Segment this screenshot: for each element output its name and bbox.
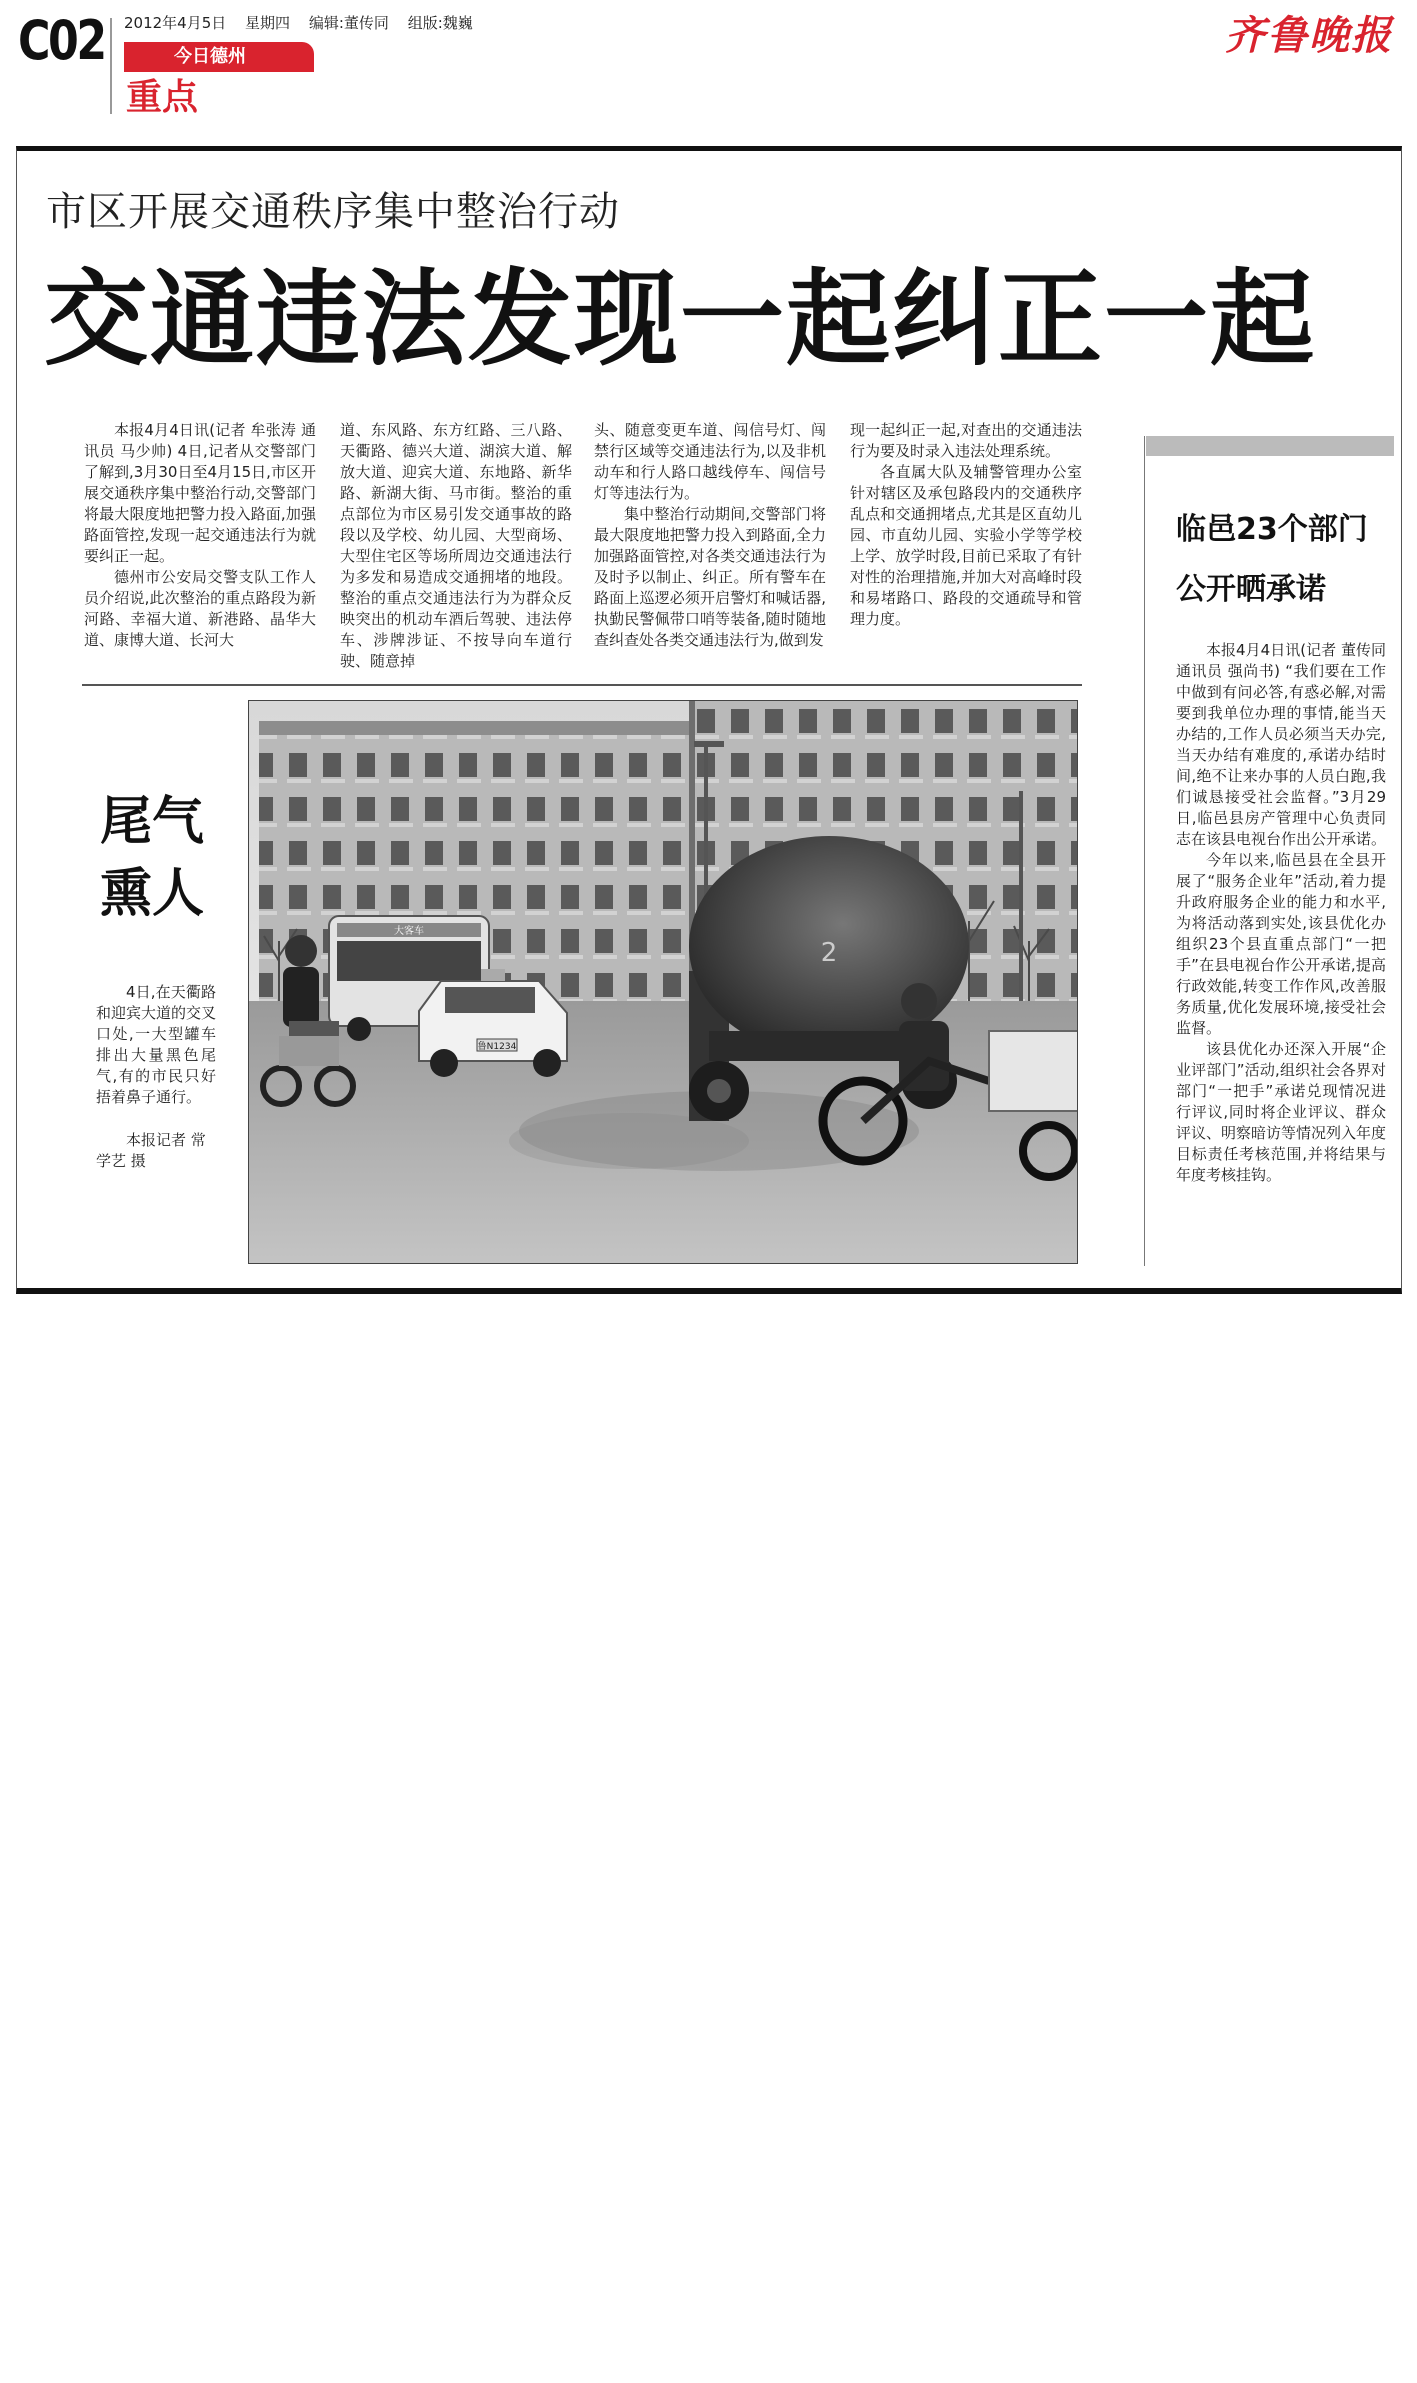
article-divider — [82, 684, 1082, 686]
sidebar-headline — [1176, 500, 1396, 620]
issue-meta — [124, 16, 487, 31]
issue-weekday: 星期四 — [245, 14, 291, 32]
tanker-number: 2 — [820, 938, 838, 968]
caption-title-line-1: 尾气 — [100, 792, 205, 852]
article-column-4 — [850, 420, 1082, 630]
paragraph: 集中整治行动期间,交警部门将最大限度地把警力投入到路面,全力加强路面管控,对各类交通违法行为及时予以制止、纠正。所有警车在路面上巡逻必须开启警灯和喊话器,执勤民警佩带口哨等装备,随时随地查纠查处各类交通违法行为,做到发 — [594, 505, 826, 649]
article-column-3 — [594, 420, 826, 651]
paragraph: 各直属大队及辅警管理办公室针对辖区及承包路段内的交通秩序乱点和交通拥堵点,尤其是区直幼儿园、市直幼儿园、实验小学等学校上学、放学时段,目前已采取了有针对性的治理措施,并加大对高峰时段和易堵路口、路段的交通疏导和管理力度。 — [850, 463, 1082, 628]
bus-sign: 大客车 — [394, 926, 424, 937]
sidebar-header-bar — [1146, 436, 1394, 456]
paragraph: 道、东风路、东方红路、三八路、天衢路、德兴大道、湖滨大道、解放大道、迎宾大道、东地路、新华路、新湖大街、马市街。整治的重点部位为市区易引发交通事故的路段以及学校、幼儿园、大型商场、大型住宅区等场所周边交通违法行为多发和易造成交通拥堵的地段。整治的重点交通违法行为为群众反映突出的机动车酒后驾驶、违法停车、涉牌涉证、不按导向车道行驶、随意掉 — [340, 421, 572, 670]
paragraph: 德州市公安局交警支队工作人员介绍说,此次整治的重点路段为新河路、幸福大道、新港路、晶华大道、康博大道、长河大 — [84, 568, 316, 649]
photo-caption-title — [100, 786, 220, 930]
issue-editor: 编辑:董传同 — [308, 14, 389, 32]
taxi-plate: 鲁N1234 — [477, 1042, 517, 1052]
paragraph: 现一起纠正一起,对查出的交通违法行为要及时录入违法处理系统。 — [850, 421, 1082, 460]
photo-credit: 本报记者 常学艺 摄 — [96, 1131, 206, 1170]
sidebar-headline-line-1: 临邑23个部门 — [1176, 512, 1368, 547]
paragraph: 头、随意变更车道、闯信号灯、闯禁行区域等交通违法行为,以及非机动车和行人路口越线停车、闯信号灯等违法行为。 — [594, 421, 826, 502]
article-headline: 交通违法发现一起纠正一起 — [44, 258, 1317, 380]
paragraph: 今年以来,临邑县在全县开展了“服务企业年”活动,着力提升政府服务企业的能力和水平,为将活动落到实处,该县优化办组织23个县直重点部门“一把手”在县电视台作公开承诺,提高行政效能,转变工作作风,改善服务质量,优化发展环境,接受社会监督。 — [1176, 851, 1386, 1037]
issue-layout: 组版:魏巍 — [407, 14, 473, 32]
photo-caption-body — [96, 982, 216, 1108]
caption-text: 4日,在天衢路和迎宾大道的交叉口处,一大型罐车排出大量黑色尾气,有的市民只好捂着鼻子通行。 — [96, 983, 217, 1106]
issue-date: 2012年4月5日 — [124, 14, 227, 32]
header-divider — [110, 18, 112, 114]
section-tab: 今日德州 — [124, 42, 314, 72]
article-column-2 — [340, 420, 572, 672]
masthead-logo: 齐鲁晚报 — [1225, 12, 1393, 59]
sidebar-divider — [1144, 436, 1145, 1266]
paragraph: 本报4月4日讯(记者 董传同 通讯员 强尚书) “我们要在工作中做到有问必答,有惑必解,对需要到我单位办理的事情,能当天办结的,工作人员必须当天办完,当天办结有难度的,承诺办结时间,绝不让来办事的人员白跑,我们诚恳接受社会监督。”3月29日,临邑县房产管理中心负责同志在该县电视台作出公开承诺。 — [1176, 641, 1387, 848]
article-column-1 — [84, 420, 316, 651]
paragraph: 本报4月4日讯(记者 牟张涛 通讯员 马少帅) 4日,记者从交警部门了解到,3月30日至4月15日,市区开展交通秩序集中整治行动,交警部门将最大限度地把警力投入路面,加强路面管控,发现一起交通违法行为就要纠正一起。 — [84, 421, 316, 565]
caption-title-line-2: 熏人 — [100, 864, 205, 924]
article-kicker: 市区开展交通秩序集中整治行动 — [46, 189, 620, 235]
news-photo — [248, 700, 1078, 1264]
section-name: 重点 — [126, 77, 199, 118]
paragraph: 该县优化办还深入开展“企业评部门”活动,组织社会各界对部门“一把手”承诺兑现情况进行评议,同时将企业评议、群众评议、明察暗访等情况列入年度目标责任考核范围,并将结果与年度考核挂钩。 — [1176, 1040, 1387, 1184]
page-number: C02 — [18, 9, 105, 72]
sidebar-body — [1176, 640, 1386, 1186]
sidebar-headline-line-2: 公开晒承诺 — [1176, 572, 1326, 607]
